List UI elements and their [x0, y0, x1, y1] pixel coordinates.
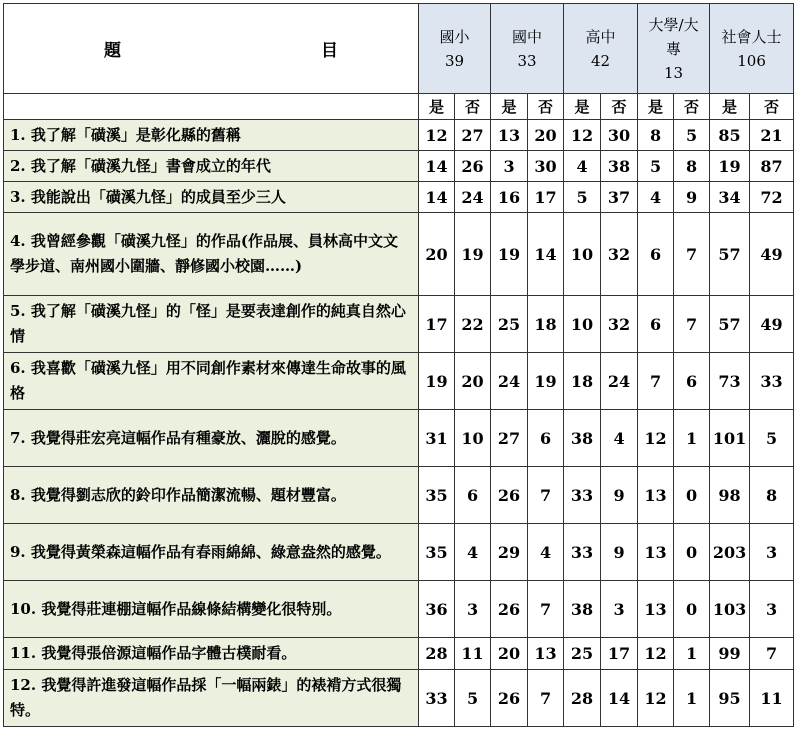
yes-count-cell: 33: [564, 467, 601, 524]
table-row: [4, 151, 794, 182]
group-count: 42: [590, 51, 611, 70]
yes-count-cell: 85: [710, 120, 750, 151]
yes-count-cell: 34: [710, 182, 750, 213]
group-count: 33: [517, 51, 537, 70]
no-label: 否: [528, 94, 564, 120]
question-cell: 7. 我覺得莊宏亮這幅作品有種豪放、灑脫的感覺。: [4, 410, 419, 467]
title-left: 題: [104, 41, 121, 61]
yes-count-cell: 28: [564, 670, 601, 727]
yes-count-cell: 12: [564, 120, 601, 151]
yes-count-cell: 3: [491, 151, 528, 182]
group-name: 大學/大專: [648, 15, 699, 58]
yes-count-cell: 31: [419, 410, 455, 467]
no-count-cell: 4: [455, 524, 491, 581]
no-count-cell: 87: [750, 151, 794, 182]
yes-count-cell: 12: [638, 670, 674, 727]
no-count-cell: 4: [528, 524, 564, 581]
table-row: [4, 670, 794, 727]
table-row: [4, 120, 794, 151]
yes-count-cell: 14: [419, 151, 455, 182]
no-count-cell: 3: [750, 524, 794, 581]
group-count: 13: [664, 63, 684, 82]
no-count-cell: 1: [674, 670, 710, 727]
no-count-cell: 7: [528, 581, 564, 638]
no-count-cell: 24: [601, 353, 638, 410]
no-count-cell: 18: [528, 296, 564, 353]
no-count-cell: 11: [455, 638, 491, 670]
group-count: 106: [737, 51, 766, 70]
no-count-cell: 72: [750, 182, 794, 213]
no-count-cell: 49: [750, 296, 794, 353]
no-count-cell: 6: [455, 467, 491, 524]
question-cell: 10. 我覺得莊連棚這幅作品線條結構變化很特別。: [4, 581, 419, 638]
yes-count-cell: 8: [638, 120, 674, 151]
table-row: [4, 353, 794, 410]
no-count-cell: 3: [455, 581, 491, 638]
yes-count-cell: 6: [638, 296, 674, 353]
no-count-cell: 37: [601, 182, 638, 213]
yes-count-cell: 38: [564, 581, 601, 638]
yes-count-cell: 5: [564, 182, 601, 213]
yes-count-cell: 203: [710, 524, 750, 581]
group-adult: [710, 4, 794, 94]
no-count-cell: 7: [528, 467, 564, 524]
no-count-cell: 8: [750, 467, 794, 524]
table-row: [4, 213, 794, 296]
yes-count-cell: 33: [419, 670, 455, 727]
yes-label: 是: [491, 94, 528, 120]
yes-count-cell: 103: [710, 581, 750, 638]
question-cell: 11. 我覺得張倍源這幅作品字體古樸耐看。: [4, 638, 419, 670]
yes-count-cell: 12: [638, 638, 674, 670]
no-count-cell: 5: [750, 410, 794, 467]
no-count-cell: 19: [528, 353, 564, 410]
yes-count-cell: 101: [710, 410, 750, 467]
blank-cell: [4, 94, 419, 120]
table-row: [4, 296, 794, 353]
no-count-cell: 7: [674, 213, 710, 296]
no-count-cell: 14: [601, 670, 638, 727]
yes-count-cell: 99: [710, 638, 750, 670]
no-count-cell: 7: [750, 638, 794, 670]
no-count-cell: 21: [750, 120, 794, 151]
no-count-cell: 17: [528, 182, 564, 213]
question-cell: 6. 我喜歡「磺溪九怪」用不同創作素材來傳達生命故事的風格: [4, 353, 419, 410]
table-row: [4, 410, 794, 467]
yes-count-cell: 10: [564, 296, 601, 353]
yes-count-cell: 13: [638, 581, 674, 638]
yes-count-cell: 13: [491, 120, 528, 151]
yes-count-cell: 6: [638, 213, 674, 296]
no-count-cell: 49: [750, 213, 794, 296]
no-count-cell: 32: [601, 296, 638, 353]
question-cell: 8. 我覺得劉志欣的鈴印作品簡潔流暢、題材豐富。: [4, 467, 419, 524]
yes-count-cell: 57: [710, 213, 750, 296]
yes-no-row: [4, 94, 794, 120]
no-count-cell: 1: [674, 410, 710, 467]
yes-count-cell: 95: [710, 670, 750, 727]
question-cell: 9. 我覺得黃榮森這幅作品有春雨綿綿、綠意盎然的感覺。: [4, 524, 419, 581]
no-count-cell: 9: [601, 524, 638, 581]
no-count-cell: 8: [674, 151, 710, 182]
no-label: 否: [674, 94, 710, 120]
yes-count-cell: 14: [419, 182, 455, 213]
yes-count-cell: 36: [419, 581, 455, 638]
no-count-cell: 24: [455, 182, 491, 213]
yes-count-cell: 20: [491, 638, 528, 670]
yes-count-cell: 4: [564, 151, 601, 182]
group-name: 社會人士: [721, 27, 782, 46]
no-count-cell: 3: [750, 581, 794, 638]
title-cell: [4, 4, 419, 94]
yes-count-cell: 12: [638, 410, 674, 467]
yes-count-cell: 5: [638, 151, 674, 182]
yes-count-cell: 13: [638, 467, 674, 524]
yes-count-cell: 16: [491, 182, 528, 213]
no-count-cell: 13: [528, 638, 564, 670]
no-count-cell: 6: [674, 353, 710, 410]
no-count-cell: 3: [601, 581, 638, 638]
group-junior-high: [491, 4, 564, 94]
yes-count-cell: 25: [491, 296, 528, 353]
title-right: 目: [321, 41, 338, 61]
yes-count-cell: 28: [419, 638, 455, 670]
question-cell: 1. 我了解「磺溪」是彰化縣的舊稱: [4, 120, 419, 151]
no-count-cell: 0: [674, 467, 710, 524]
survey-table: [3, 3, 794, 727]
no-count-cell: 22: [455, 296, 491, 353]
group-name: 高中: [585, 27, 616, 46]
yes-count-cell: 17: [419, 296, 455, 353]
yes-count-cell: 57: [710, 296, 750, 353]
yes-count-cell: 35: [419, 524, 455, 581]
no-count-cell: 1: [674, 638, 710, 670]
group-elementary: [419, 4, 491, 94]
no-count-cell: 11: [750, 670, 794, 727]
yes-label: 是: [710, 94, 750, 120]
table-row: [4, 638, 794, 670]
no-count-cell: 27: [455, 120, 491, 151]
question-cell: 3. 我能說出「磺溪九怪」的成員至少三人: [4, 182, 419, 213]
group-count: 39: [444, 51, 465, 70]
yes-label: 是: [419, 94, 455, 120]
question-cell: 12. 我覺得許進發這幅作品採「一幅兩錶」的裱褙方式很獨特。: [4, 670, 419, 727]
yes-count-cell: 13: [638, 524, 674, 581]
no-count-cell: 20: [455, 353, 491, 410]
group-name: 國中: [512, 27, 543, 46]
no-count-cell: 0: [674, 581, 710, 638]
no-label: 否: [601, 94, 638, 120]
yes-label: 是: [638, 94, 674, 120]
no-count-cell: 9: [674, 182, 710, 213]
no-count-cell: 5: [674, 120, 710, 151]
yes-count-cell: 10: [564, 213, 601, 296]
group-senior-high: [564, 4, 638, 94]
yes-count-cell: 35: [419, 467, 455, 524]
yes-count-cell: 33: [564, 524, 601, 581]
no-count-cell: 30: [528, 151, 564, 182]
yes-count-cell: 7: [638, 353, 674, 410]
no-count-cell: 32: [601, 213, 638, 296]
no-count-cell: 9: [601, 467, 638, 524]
no-label: 否: [750, 94, 794, 120]
no-count-cell: 30: [601, 120, 638, 151]
no-count-cell: 10: [455, 410, 491, 467]
question-cell: 4. 我曾經參觀「磺溪九怪」的作品(作品展、員林高中文文學步道、南州國小圍牆、靜修國小校園……): [4, 213, 419, 296]
yes-count-cell: 12: [419, 120, 455, 151]
table-row: [4, 581, 794, 638]
no-count-cell: 38: [601, 151, 638, 182]
yes-count-cell: 4: [638, 182, 674, 213]
question-cell: 2. 我了解「磺溪九怪」書會成立的年代: [4, 151, 419, 182]
no-label: 否: [455, 94, 491, 120]
no-count-cell: 26: [455, 151, 491, 182]
yes-count-cell: 25: [564, 638, 601, 670]
no-count-cell: 19: [455, 213, 491, 296]
yes-count-cell: 20: [419, 213, 455, 296]
no-count-cell: 4: [601, 410, 638, 467]
yes-label: 是: [564, 94, 601, 120]
header-row: [4, 4, 794, 94]
yes-count-cell: 98: [710, 467, 750, 524]
yes-count-cell: 73: [710, 353, 750, 410]
question-cell: 5. 我了解「磺溪九怪」的「怪」是要表達創作的純真自然心情: [4, 296, 419, 353]
yes-count-cell: 26: [491, 670, 528, 727]
yes-count-cell: 26: [491, 581, 528, 638]
no-count-cell: 0: [674, 524, 710, 581]
yes-count-cell: 29: [491, 524, 528, 581]
no-count-cell: 6: [528, 410, 564, 467]
no-count-cell: 20: [528, 120, 564, 151]
no-count-cell: 14: [528, 213, 564, 296]
no-count-cell: 7: [674, 296, 710, 353]
yes-count-cell: 26: [491, 467, 528, 524]
yes-count-cell: 38: [564, 410, 601, 467]
yes-count-cell: 24: [491, 353, 528, 410]
yes-count-cell: 19: [710, 151, 750, 182]
table-body: [4, 120, 794, 727]
group-university: [638, 4, 710, 94]
table-row: [4, 182, 794, 213]
no-count-cell: 5: [455, 670, 491, 727]
yes-count-cell: 19: [419, 353, 455, 410]
no-count-cell: 17: [601, 638, 638, 670]
yes-count-cell: 18: [564, 353, 601, 410]
yes-count-cell: 19: [491, 213, 528, 296]
yes-count-cell: 27: [491, 410, 528, 467]
group-name: 國小: [439, 27, 470, 46]
no-count-cell: 7: [528, 670, 564, 727]
no-count-cell: 33: [750, 353, 794, 410]
table-row: [4, 524, 794, 581]
table-row: [4, 467, 794, 524]
